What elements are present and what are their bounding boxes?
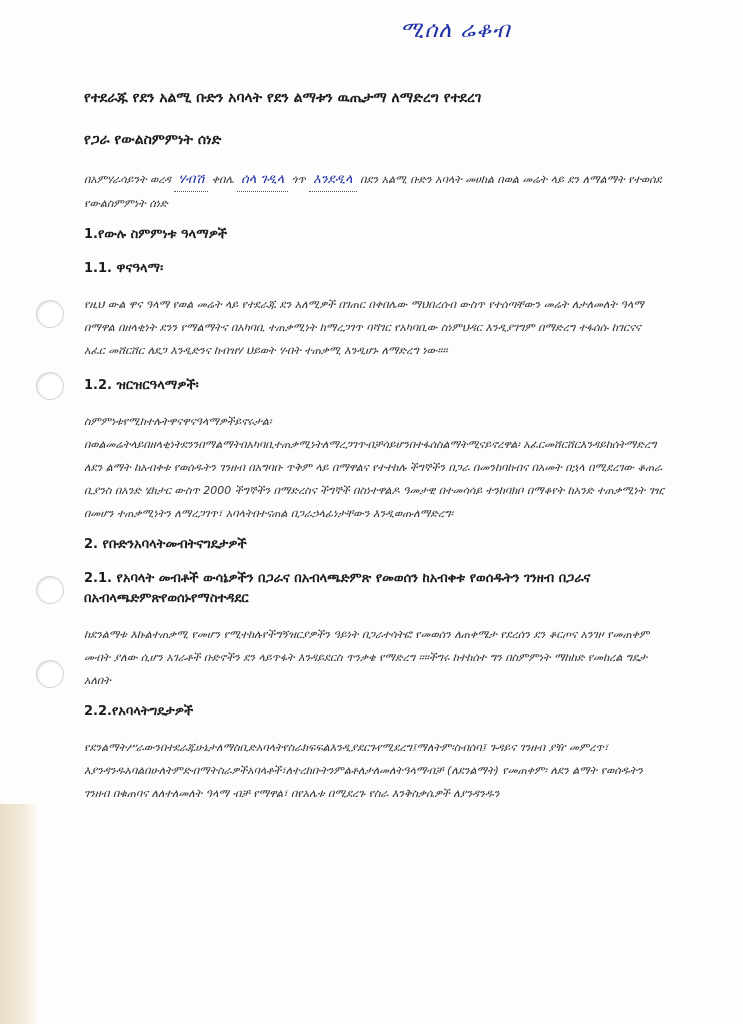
section-heading: 2. የቡድንአባላትመብትናግዴታዎች <box>84 537 247 552</box>
intro-suffix: በደን አልሚ ቡድን አባላት መሀከል በወል መሬት ላይ ደን ለማልማት የተወሰደ የውልስምምነት ሰነድ <box>84 173 662 210</box>
section-heading: 1.2. ዝርዝርዓላማዎች፡ <box>84 378 199 393</box>
document-subtitle: የጋራ የውልስምምነት ሰነድ <box>84 132 222 148</box>
torn-edge <box>0 804 40 1024</box>
intro-prefix: በአምሃራሳይንት <box>84 173 147 186</box>
section-text: የደንልማትሥራውንበተደራጁሁኔታለማስቢድአባላትየስራክፍፍልእንዲያደርጉየሚደረግ፤ማለትም፡ስብሰባ፤ ጉዳይና ገንዘብ ያዥ መምረጥ፣ እያንዳንዱአባልበሁለትምድብማትስራዎችአባላቶች፣ለተረከቡትንምልቶለታለመለትዓላማብቻ (ለደንልማት) የመጠቀም፡ ለደን ልማት የወሰዱትን ገንዘብ በቁጠባና ለለተለመለት ዓላማ ብቻ የማዋል፣ በየአሌቱ በሚደረጉ የስራ እንቅስቃሴዎች ለያንዳንዱን <box>84 741 643 800</box>
section-text: ከደንልማቱ እኩልተጠቃሚ የመሆን የሚተከሉየችግኝዝርያዎችን ዓይነት በጋራተሳትፎ የመወሰን ለጠቀሜታ የደረሰን ደን ቆርጦና አንገዞ የመጠቀም መብት ያለው ሲሆን አገራቶች ቡድኖችን ደን ላይጥፋት እንዳይደርስ ጥንቃቄ የማድረግ ።።ችግሩ ከተከሰተ ግን በስምምነት ማከከድ የመከረል ግዴታ አለበት <box>84 628 650 687</box>
punch-hole <box>36 372 64 400</box>
section-text: ስምምነቱየሚከተሉትዋናዋናዓላማዎችይኖሩታል፡ በወልመሬትላይበዘላቂነትደንንበማልማትበአካባቢተጠቃሚነትለማረጋገጥብቻሳይሆንበተፋሰስልማትሚናይኖረዋል፡ አፈርመሸርሸርእንዳይከሰትማድረግ ለደን ልማት ከአብቀቱ የወሰዱትን ገንዘብ በአግባቡ ጥቅም ላይ በማዋልና የተተከሉ ችግኞችን በጋራ በመንከባከብና በአመት በኋላ በሚደረገው ቆጠራ ቢያንስ በአንድ ሄክታር ውስጥ 2000 ችግኞችን በማድረስና ችግኞች በስነተዋልዶ ዓመታዊ በተመሳሳይ ተንከባክቦ በማቆየት ከአንድ ተጠቃሚነት ገዢ በመሆን ተጠቃሚነትን ለማረጋገጥ፣ አባላትበተናጠል በጋራኃላፊነታቸውን እንዲወጡለማድረግ፡ <box>84 415 664 520</box>
punch-hole <box>36 576 64 604</box>
zone-field: ሃብሽ <box>174 168 208 192</box>
document-body <box>84 88 664 815</box>
got-label: ጎጥ <box>291 173 306 186</box>
punch-hole <box>36 660 64 688</box>
got-field: እንደዲላ <box>309 168 356 192</box>
kebele-label: ቀበሌ <box>211 173 234 186</box>
section-heading: 1.1. ዋናዓላማ፡ <box>84 261 164 276</box>
zone-label: ወረዳ <box>150 173 171 186</box>
punch-hole <box>36 300 64 328</box>
document-title: የተደራጁ የደን አልሚ ቡድን አባላት የደን ልማቱን ዉጤታማ ለማድረግ የተደረገ <box>84 90 482 106</box>
kebele-field: ሰላ ገዲላ <box>237 168 288 192</box>
section-heading: 2.2.የአባላትግዴታዎች <box>84 704 194 719</box>
section-heading: 1.የውሉ ስምምነቱ ዓላማዎች <box>84 227 228 242</box>
section-text: የዚህ ውል ዋና ዓላማ የወል መሬት ላይ የተደራጁ ደን አለሚዎች በገጠር በቀበሌው ማህበረሰብ ውስጥ የተሰጣቸውን መሬት ለታለመለት ዓላማ በማዋል በዘላቂነት ደንን የማልማትና በአካባቢ ተጠቃሚነት ከማረጋገጥ ባሻገር የአካባቢው ስነምህዳር እንዲያገግም በማድረግ ተፋሰሱ ከገርናና አፈር መሸርሸር ለደጋ እንዲድንና ከብዝሃ ህይወት ሃብት ተጠቃሚ እንዲሆኑ ለማድረግ ነው።። <box>84 298 644 357</box>
intro-paragraph <box>84 168 664 215</box>
handwritten-note: ሚሰለ ሬቆብ <box>400 18 511 43</box>
section-heading: 2.1. የአባላት መብቶች ውሳኔዎችን በጋራና በአብላጫድምጽ የመወሰን ከአብቀቱ የወሰዱትን ገንዘብ በጋራና በአብላጫድምጽየወሰኑየማስተዳደር <box>84 571 591 606</box>
